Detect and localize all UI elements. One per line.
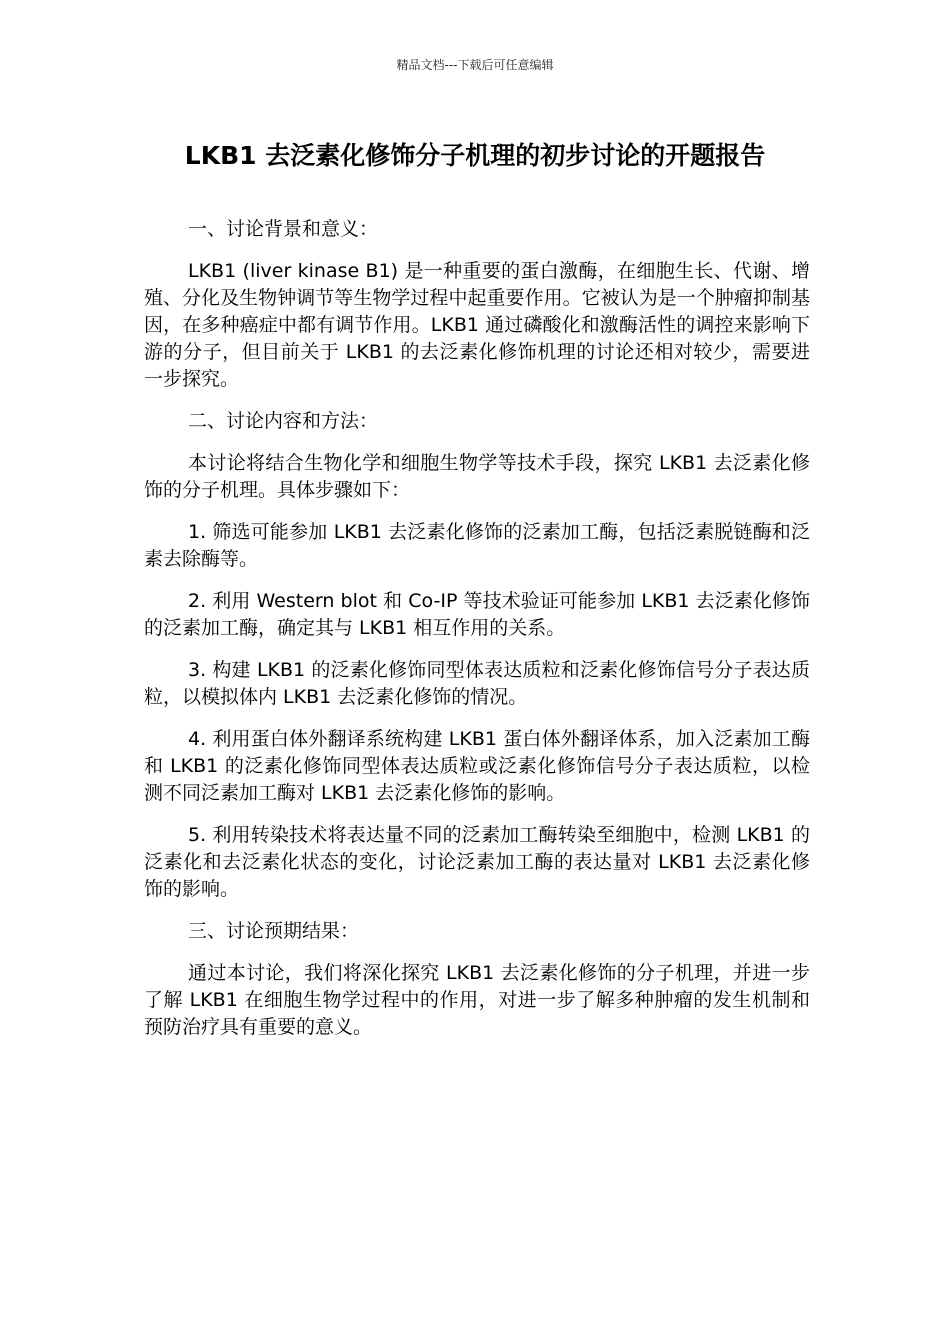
step-5: 5. 利用转染技术将表达量不同的泛素加工酶转染至细胞中，检测 LKB1 的泛素化和去泛素化状态的变化，讨论泛素加工酶的表达量对 LKB1 去泛素化修饰的影响。 xyxy=(144,824,810,900)
section-heading-background: 一、讨论背景和意义： xyxy=(188,218,379,240)
header-note: 精品文档---下载后可任意编辑 xyxy=(396,58,554,72)
document-body xyxy=(144,216,810,1041)
section-heading-methods: 二、讨论内容和方法： xyxy=(188,410,379,432)
document-title: LKB1 去泛素化修饰分子机理的初步讨论的开题报告 xyxy=(184,141,766,170)
section-heading-expected-results: 三、讨论预期结果： xyxy=(188,920,360,942)
paragraph-expected-results: 通过本讨论，我们将深化探究 LKB1 去泛素化修饰的分子机理，并进一步了解 LKB1 在细胞生物学过程中的作用，对进一步了解多种肿瘤的发生机制和预防治疗具有重要的意义。 xyxy=(144,962,810,1038)
paragraph-background: LKB1 (liver kinase B1) 是一种重要的蛋白激酶，在细胞生长、代谢、增殖、分化及生物钟调节等生物学过程中起重要作用。它被认为是一个肿瘤抑制基因，在多种癌症中都有调节作用。LKB1 通过磷酸化和激酶活性的调控来影响下游的分子，但目前关于 LKB1 的去泛素化修饰机理的讨论还相对较少，需要进一步探究。 xyxy=(144,260,810,390)
step-2: 2. 利用 Western blot 和 Co-IP 等技术验证可能参加 LKB1 去泛素化修饰的泛素加工酶，确定其与 LKB1 相互作用的关系。 xyxy=(144,590,810,639)
paragraph-methods-intro: 本讨论将结合生物化学和细胞生物学等技术手段，探究 LKB1 去泛素化修饰的分子机理。具体步骤如下： xyxy=(144,452,810,501)
step-3: 3. 构建 LKB1 的泛素化修饰同型体表达质粒和泛素化修饰信号分子表达质粒，以模拟体内 LKB1 去泛素化修饰的情况。 xyxy=(144,659,810,708)
step-1: 1. 筛选可能参加 LKB1 去泛素化修饰的泛素加工酶，包括泛素脱链酶和泛素去除酶等。 xyxy=(144,521,810,570)
step-4: 4. 利用蛋白体外翻译系统构建 LKB1 蛋白体外翻译体系，加入泛素加工酶和 LKB1 的泛素化修饰同型体表达质粒或泛素化修饰信号分子表达质粒，以检测不同泛素加工酶对 LKB1 去泛素化修饰的影响。 xyxy=(144,728,810,804)
